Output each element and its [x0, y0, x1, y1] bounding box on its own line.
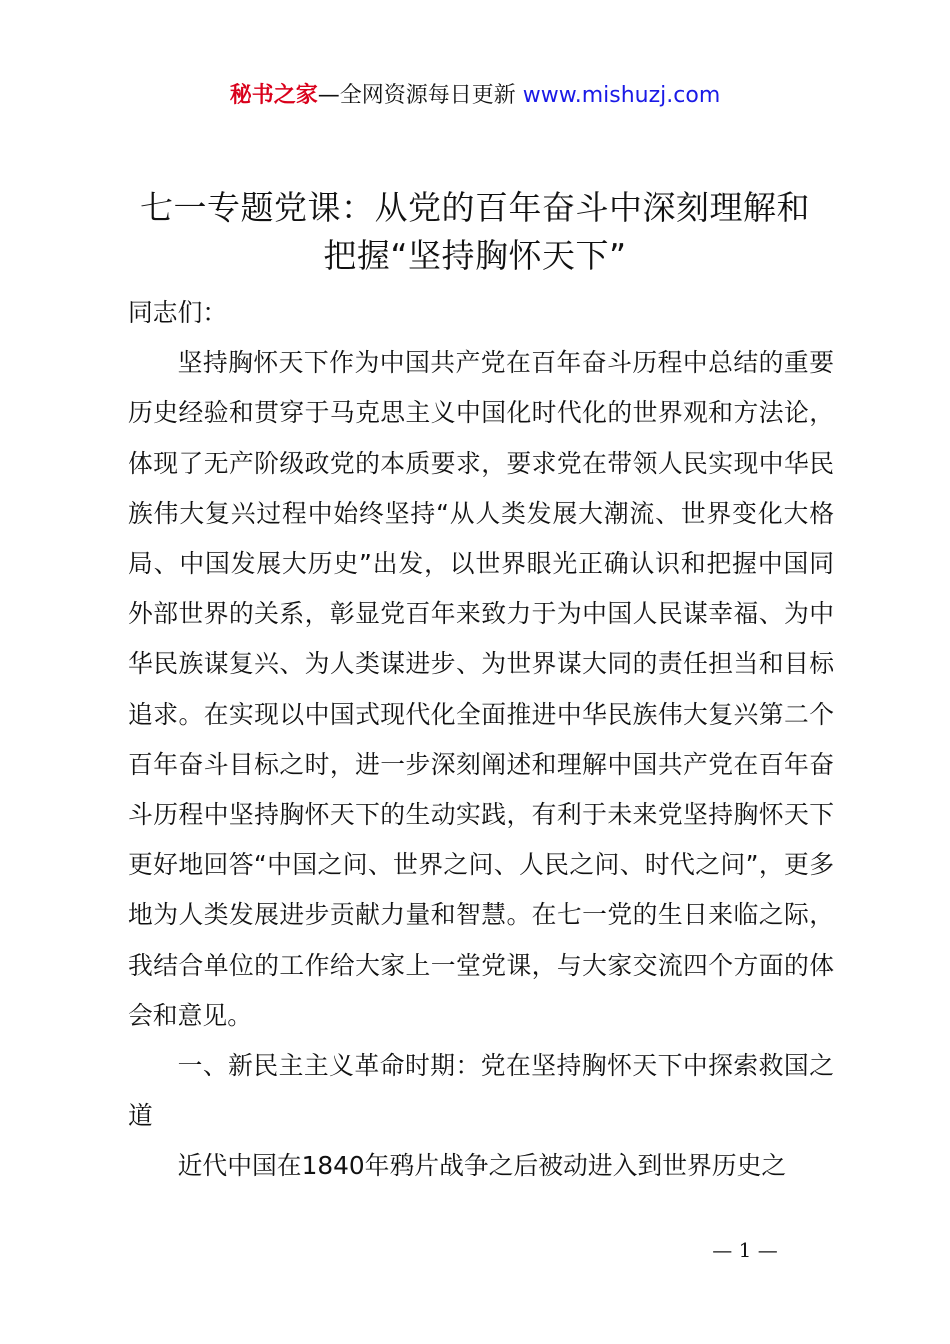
- title-line-2: 把握“坚持胸怀天下”: [323, 236, 627, 275]
- header-tagline: —全网资源每日更新: [317, 83, 516, 108]
- page-number: — 1 —: [712, 1238, 778, 1262]
- paragraph-1: 坚持胸怀天下作为中国共产党在百年奋斗历程中总结的重要历史经验和贯穿于马克思主义中国化时代化的世界观和方法论，体现了无产阶级政党的本质要求，要求党在带领人民实现中华民族伟大复兴过程中始终坚持“从人类发展大潮流、世界变化大格局、中国发展大历史”出发，以世界眼光正确认识和把握中国同外部世界的关系，彰显党百年来致力于为中国人民谋幸福、为中华民族谋复兴、为人类谋进步、为世界谋大同的责任担当和目标追求。在实现以中国式现代化全面推进中华民族伟大复兴第二个百年奋斗目标之时，进一步深刻阐述和理解中国共产党在百年奋斗历程中坚持胸怀天下的生动实践，有利于未来党坚持胸怀天下更好地回答“中国之问、世界之问、人民之问、时代之问”，更多地为人类发展进步贡献力量和智慧。在七一党的生日来临之际，我结合单位的工作给大家上一堂党课，与大家交流四个方面的体会和意见。: [128, 348, 834, 1030]
- document-title: [100, 184, 850, 280]
- salutation: 同志们：: [128, 298, 228, 327]
- paragraph-2: 近代中国在1840年鸦片战争之后被动进入到世界历史之: [177, 1151, 787, 1181]
- section-1-heading: 一、新民主主义革命时期：党在坚持胸怀天下中探索救国之道: [128, 1051, 834, 1131]
- brand-name: 秘书之家: [229, 83, 318, 108]
- site-url-link[interactable]: www.mishuzj.com: [522, 83, 721, 108]
- document-body: [128, 288, 834, 1192]
- site-header: [0, 80, 950, 112]
- title-line-1: 七一专题党课：从党的百年奋斗中深刻理解和: [140, 188, 810, 227]
